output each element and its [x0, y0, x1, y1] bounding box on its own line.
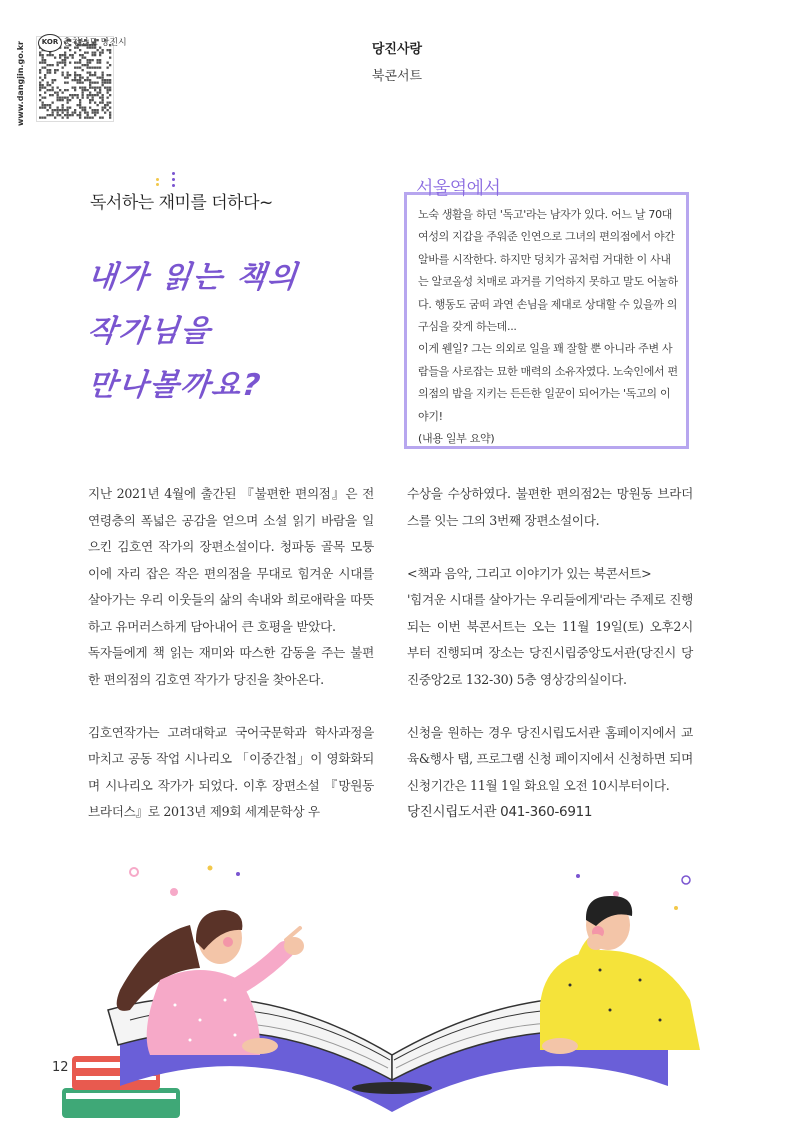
body-paragraph: 신청을 원하는 경우 당진시립도서관 홈페이지에서 교육&행사 탭, 프로그램 신청 페이지에서 신청하면 되며 신청기간은 11월 1일 화요일 오전 10시부터이다. [407, 724, 694, 793]
headline-line-2: 작가님을 [85, 314, 214, 349]
paragraph-gap [88, 693, 374, 720]
headline-line-3: 만나볼까요? [85, 368, 264, 403]
section-title: 당진사랑 [371, 42, 423, 57]
body-paragraph: 독자들에게 책 읽는 재미와 따스한 감동을 주는 불편한 편의점의 김호연 작가가 당진을 찾아온다. [88, 645, 374, 687]
city-label: 충청남도 당진시 [63, 38, 127, 48]
synopsis-title: 서울역에서 [416, 178, 501, 199]
right-column [407, 481, 693, 826]
reading-illustration [0, 850, 794, 1123]
body-paragraph: '힘겨운 시대를 살아가는 우리들에게'라는 주제로 진행되는 이번 북콘서트는 오는 11월 19일(토) 오후2시 부터 진행되며 장소는 당진시립중앙도서관(당진시 당진중앙2로 132-30) 5층 영상강의실이다. [407, 592, 693, 687]
synopsis-paragraph: 이게 웬일? 그는 의외로 일을 꽤 잘할 뿐 아니라 주변 사람들을 사로잡는 묘한 매력의 소유자였다. 노숙인에서 편의점의 밤을 지키는 든든한 일꾼이 되어가는 '독고의 이야기! [418, 342, 678, 423]
event-heading: <책과 음악, 그리고 이야기가 있는 북콘서트> [407, 565, 652, 581]
deco-dot [208, 866, 213, 871]
contact-phone: 당진시립도서관 041-360-6911 [407, 804, 593, 820]
synopsis-text [418, 204, 680, 450]
deco-dot [576, 874, 580, 878]
deco-dot [170, 888, 178, 896]
body-paragraph: 수상을 수상하였다. 불편한 편의점2는 망원동 브라더스를 잇는 그의 3번째 장편소설이다. [407, 486, 693, 528]
deco-dot [236, 872, 240, 876]
left-column [88, 481, 374, 826]
synopsis-note: (내용 일부 요약) [418, 432, 495, 446]
deco-dot [130, 868, 138, 876]
section-subtitle: 북콘서트 [371, 69, 423, 84]
synopsis-paragraph: 노숙 생활을 하던 '독고'라는 남자가 있다. 어느 날 70대 여성의 지갑을 주워준 인연으로 그녀의 편의점에서 야간 알바를 시작한다. 하지만 덩치가 곰처럼 거대한 이 사내는 알코올성 치매로 과거를 기억하지 못하고 말도 어눌하다. 행동도 굼떠 과연 손님을 제대로 상대할 수 있을까 의구심을 갖게 하는데... [418, 208, 678, 334]
page-number: 12 [52, 1060, 69, 1075]
paragraph-gap [407, 534, 693, 561]
man-reading-figure [540, 896, 700, 1054]
deco-dot [682, 876, 690, 884]
website-url: www.dangjin.go.kr [16, 41, 25, 126]
kicker-text: 독서하는 재미를 더하다~ [90, 193, 273, 213]
kor-logo: KOR [38, 34, 62, 52]
deco-dot [674, 906, 678, 910]
body-paragraph: 지난 2021년 4월에 출간된 『불편한 편의점』은 전 연령층의 폭넓은 공감을 얻으며 소설 읽기 바람을 일으킨 김호연 작가의 장편소설이다. 청파동 골목 모퉁이에 자리 잡은 작은 편의점을 무대로 힘겨운 시대를 살아가는 우리 이웃들의 삶의 속내와 희로애락을 따뜻하고 유머러스하게 담아내어 큰 호평을 받았다. [88, 486, 374, 634]
body-paragraph: 김호연작가는 고려대학교 국어국문학과 학사과정을 마치고 공동 작업 시나리오 「이중간첩」이 영화화되며 시나리오 작가가 되었다. 이후 장편소설 『망원동 브라더스』로 2013년 제9회 세계문학상 우 [88, 724, 374, 819]
headline-line-1: 내가 읽는 책의 [85, 260, 301, 295]
paragraph-gap [407, 693, 693, 720]
